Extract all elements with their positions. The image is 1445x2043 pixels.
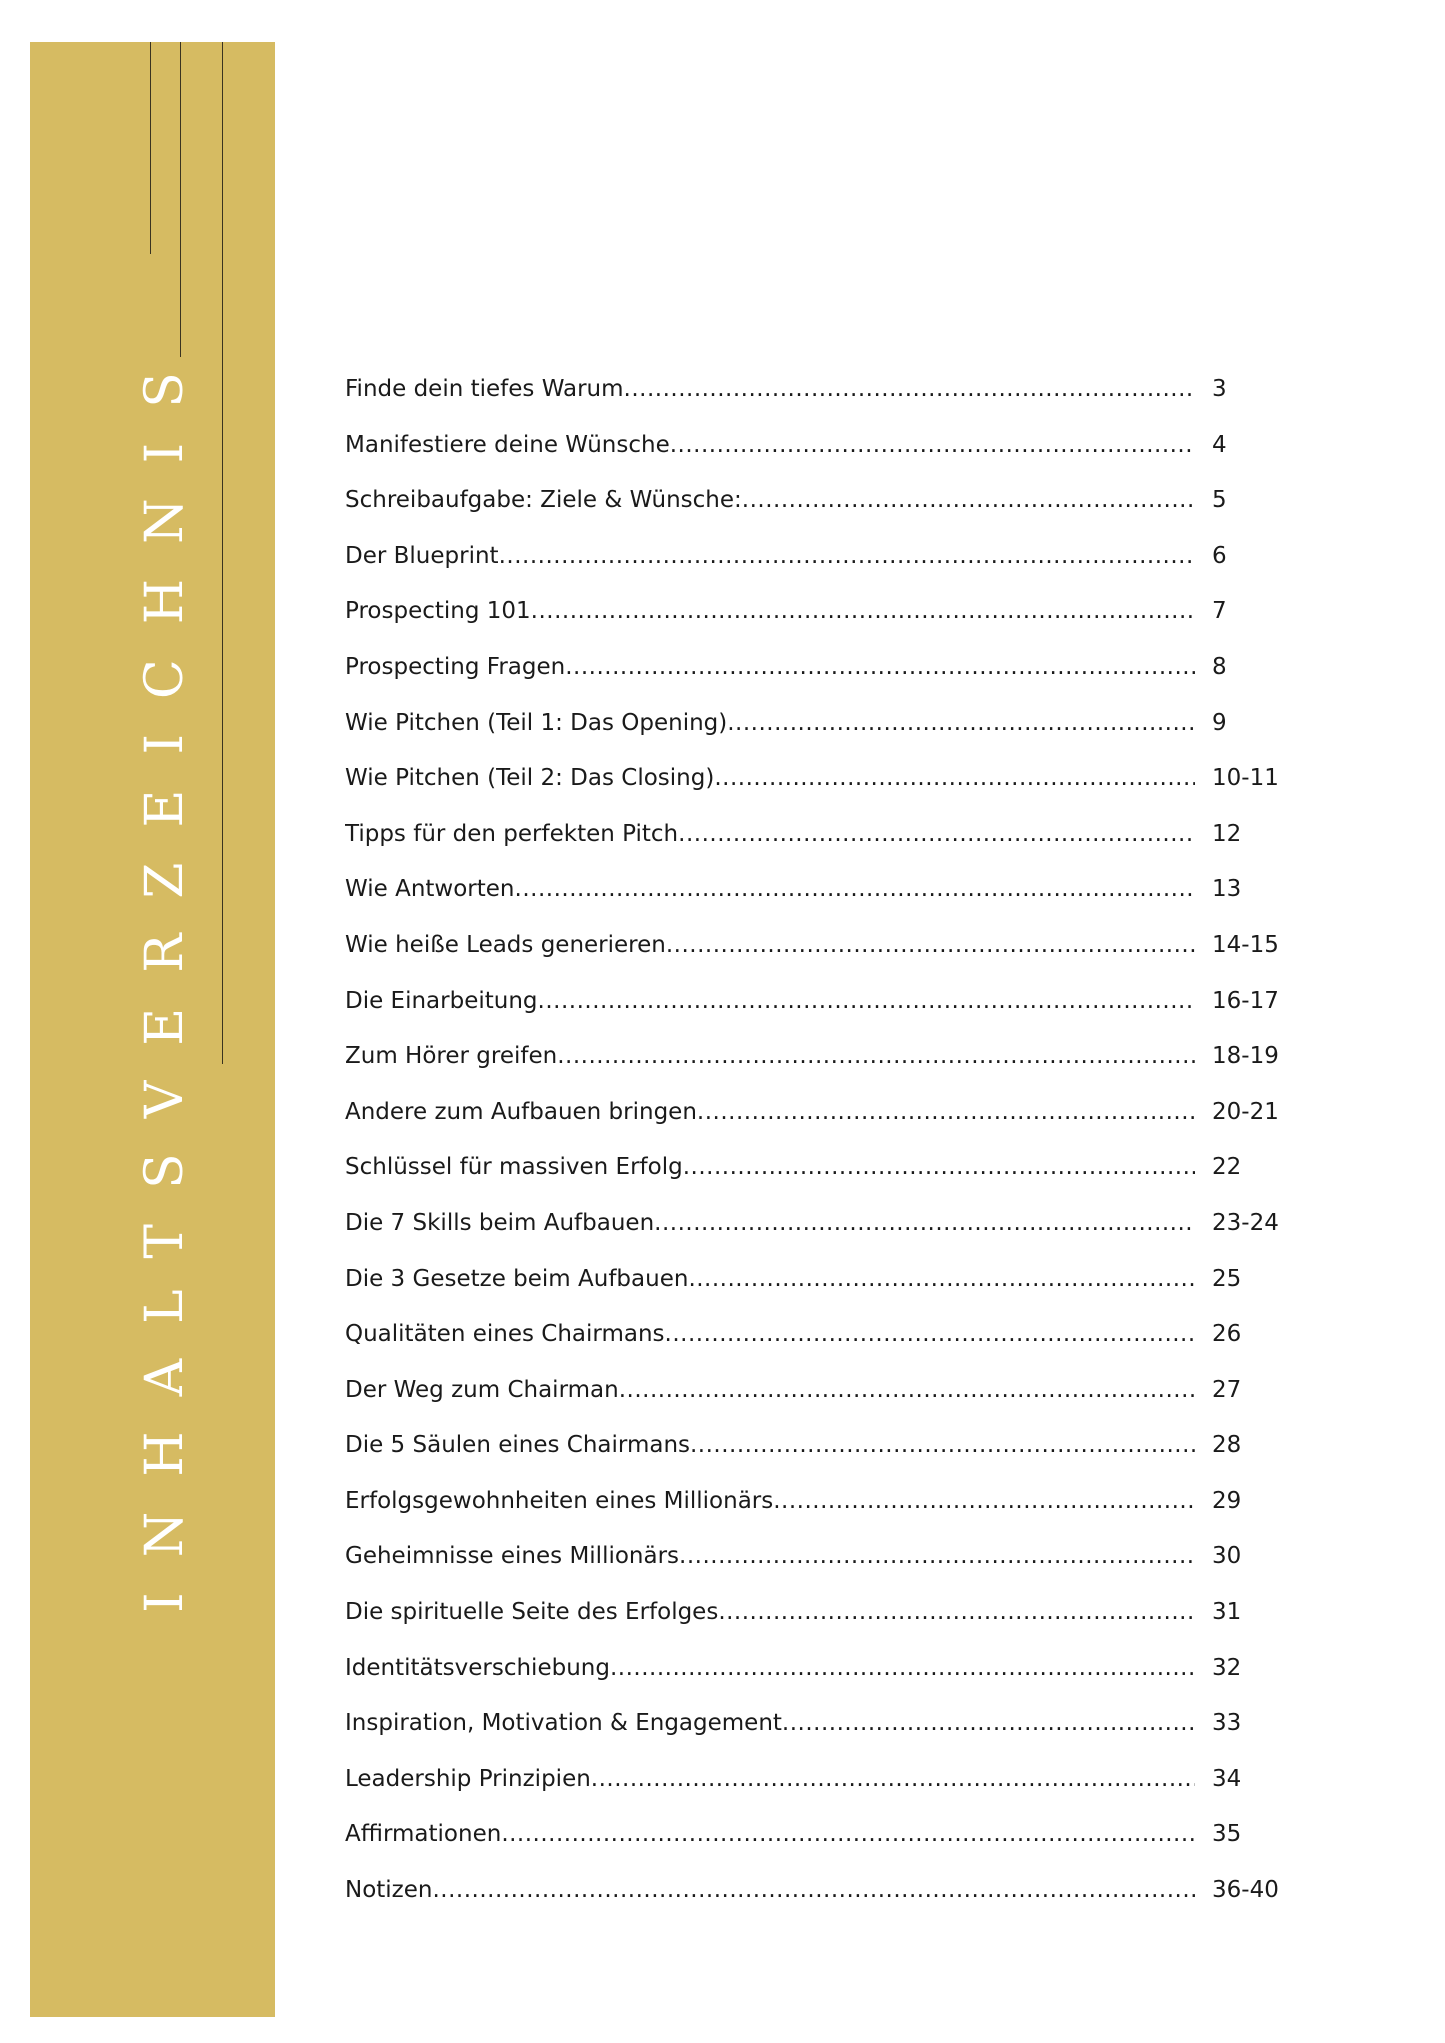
toc-entry-page: 14-15 [1212, 931, 1279, 958]
toc-entry[interactable] [345, 1262, 1280, 1318]
toc-entry-page: 35 [1212, 1821, 1242, 1848]
toc-entry-title: Zum Hörer greifen [345, 1043, 558, 1070]
toc-entry[interactable] [345, 1595, 1280, 1651]
toc-entry-title-wrap [345, 1599, 1195, 1625]
toc-entry-title: Die spirituelle Seite des Erfolges [345, 1599, 719, 1626]
toc-entry-page: 22 [1212, 1154, 1242, 1181]
toc-entry-title-wrap [345, 821, 1195, 847]
toc-entry-page: 13 [1212, 876, 1242, 903]
toc-entry-title: Prospecting 101 [345, 598, 531, 625]
toc-entry-title-wrap [345, 1432, 1195, 1458]
toc-entry-title: Erfolgsgewohnheiten eines Millionärs [345, 1487, 774, 1514]
vertical-title-container [135, 337, 195, 1613]
toc-entry-title-wrap [345, 1321, 1195, 1347]
toc-entry[interactable] [345, 1817, 1280, 1873]
toc-entry-title-wrap [345, 1877, 1195, 1903]
toc-entry-title-wrap [345, 654, 1195, 680]
decorative-line [150, 42, 151, 254]
toc-entry-title: Die Einarbeitung [345, 987, 538, 1014]
toc-entry-page: 12 [1212, 820, 1242, 847]
toc-entry-title: Die 5 Säulen eines Chairmans [345, 1432, 690, 1459]
toc-entry[interactable] [345, 1484, 1280, 1540]
toc-entry[interactable] [345, 1150, 1280, 1206]
toc-entry-page: 6 [1212, 542, 1227, 569]
toc-entry-page: 25 [1212, 1265, 1242, 1292]
toc-entry-title-wrap [345, 543, 1195, 569]
toc-entry-title-wrap [345, 487, 1195, 513]
toc-entry[interactable] [345, 1873, 1280, 1929]
toc-entry-title-wrap [345, 1710, 1195, 1736]
toc-entry-title: Affirmationen [345, 1821, 502, 1848]
toc-entry-title-wrap [345, 1099, 1195, 1125]
toc-entry[interactable] [345, 706, 1280, 762]
toc-entry-page: 34 [1212, 1765, 1242, 1792]
toc-entry-page: 28 [1212, 1432, 1242, 1459]
toc-entry[interactable] [345, 1317, 1280, 1373]
toc-entry-title: Wie Pitchen (Teil 2: Das Closing) [345, 765, 715, 792]
toc-entry-page: 16-17 [1212, 987, 1279, 1014]
toc-entry-title: Schreibaufgabe: Ziele & Wünsche: [345, 487, 742, 514]
toc-entry[interactable] [345, 872, 1280, 928]
toc-entry[interactable] [345, 428, 1280, 484]
toc-entry-title-wrap [345, 988, 1195, 1014]
toc-entry-title-wrap [345, 1488, 1195, 1514]
toc-entry-title-wrap [345, 1543, 1195, 1569]
toc-entry-title-wrap [345, 1043, 1195, 1069]
toc-entry[interactable] [345, 1706, 1280, 1762]
toc-entry-title: Wie Pitchen (Teil 1: Das Opening) [345, 709, 728, 736]
toc-entry-title-wrap [345, 432, 1195, 458]
toc-entry-title-wrap [345, 1266, 1195, 1292]
toc-entry-page: 23-24 [1212, 1209, 1279, 1236]
toc-entry-title: Prospecting Fragen [345, 653, 566, 680]
table-of-contents [345, 372, 1280, 1929]
toc-entry[interactable] [345, 1039, 1280, 1095]
toc-entry[interactable] [345, 1651, 1280, 1707]
toc-entry-page: 31 [1212, 1599, 1242, 1626]
toc-entry-title: Finde dein tiefes Warum [345, 376, 624, 402]
toc-entry-title: Inspiration, Motivation & Engagement [345, 1710, 782, 1737]
toc-entry-page: 33 [1212, 1710, 1242, 1737]
toc-entry-page: 27 [1212, 1376, 1242, 1403]
toc-entry[interactable] [345, 594, 1280, 650]
toc-entry-page: 32 [1212, 1654, 1242, 1681]
toc-entry-title-wrap [345, 765, 1195, 791]
toc-entry-title: Die 7 Skills beim Aufbauen [345, 1209, 655, 1236]
toc-entry[interactable] [345, 372, 1280, 428]
toc-entry[interactable] [345, 761, 1280, 817]
decorative-line [180, 42, 181, 357]
toc-entry[interactable] [345, 928, 1280, 984]
toc-entry-title-wrap [345, 376, 1195, 402]
toc-entry-title: Identitätsverschiebung [345, 1654, 610, 1681]
toc-entry[interactable] [345, 1373, 1280, 1429]
toc-entry-title: Notizen [345, 1877, 433, 1904]
toc-entry-page: 30 [1212, 1543, 1242, 1570]
toc-entry-title: Tipps für den perfekten Pitch [345, 820, 679, 847]
toc-entry-title-wrap [345, 1766, 1195, 1792]
toc-entry-page: 7 [1212, 598, 1227, 625]
toc-entry-title-wrap [345, 876, 1195, 902]
toc-entry-title: Schlüssel für massiven Erfolg [345, 1154, 683, 1181]
toc-entry[interactable] [345, 650, 1280, 706]
toc-entry[interactable] [345, 483, 1280, 539]
toc-entry[interactable] [345, 539, 1280, 595]
toc-entry[interactable] [345, 1539, 1280, 1595]
toc-entry-page: 29 [1212, 1487, 1242, 1514]
toc-entry-title: Die 3 Gesetze beim Aufbauen [345, 1265, 689, 1292]
toc-entry-title-wrap [345, 598, 1195, 624]
toc-entry-page: 5 [1212, 487, 1227, 514]
toc-entry-page: 36-40 [1212, 1877, 1279, 1904]
toc-entry[interactable] [345, 1206, 1280, 1262]
toc-entry-title: Der Blueprint [345, 542, 499, 569]
toc-entry-title-wrap [345, 710, 1195, 736]
toc-entry[interactable] [345, 1762, 1280, 1818]
toc-entry-title-wrap [345, 1655, 1195, 1681]
toc-entry[interactable] [345, 984, 1280, 1040]
decorative-line [222, 42, 223, 1064]
vertical-title: INHALTSVERZEICHNIS [135, 337, 195, 1613]
toc-entry-page: 8 [1212, 653, 1227, 680]
toc-entry-page: 18-19 [1212, 1043, 1279, 1070]
toc-entry-page: 3 [1212, 376, 1227, 402]
toc-entry-title: Manifestiere deine Wünsche [345, 431, 670, 458]
toc-entry[interactable] [345, 1428, 1280, 1484]
toc-entry-title: Qualitäten eines Chairmans [345, 1321, 665, 1348]
toc-entry-page: 4 [1212, 431, 1227, 458]
toc-entry-title: Leadership Prinzipien [345, 1765, 591, 1792]
toc-entry[interactable] [345, 817, 1280, 873]
toc-entry-title: Andere zum Aufbauen bringen [345, 1098, 697, 1125]
toc-entry-title: Wie Antworten [345, 876, 515, 903]
toc-entry-title-wrap [345, 1154, 1195, 1180]
toc-entry-title-wrap [345, 1377, 1195, 1403]
toc-entry-title: Geheimnisse eines Millionärs [345, 1543, 680, 1570]
toc-entry-title-wrap [345, 932, 1195, 958]
toc-entry-page: 9 [1212, 709, 1227, 736]
toc-entry-title: Wie heiße Leads generieren [345, 931, 666, 958]
toc-entry-title-wrap [345, 1210, 1195, 1236]
toc-entry-title: Der Weg zum Chairman [345, 1376, 619, 1403]
toc-entry-page: 20-21 [1212, 1098, 1279, 1125]
toc-entry[interactable] [345, 1095, 1280, 1151]
toc-entry-page: 26 [1212, 1321, 1242, 1348]
toc-entry-page: 10-11 [1212, 765, 1279, 792]
toc-entry-title-wrap [345, 1821, 1195, 1847]
